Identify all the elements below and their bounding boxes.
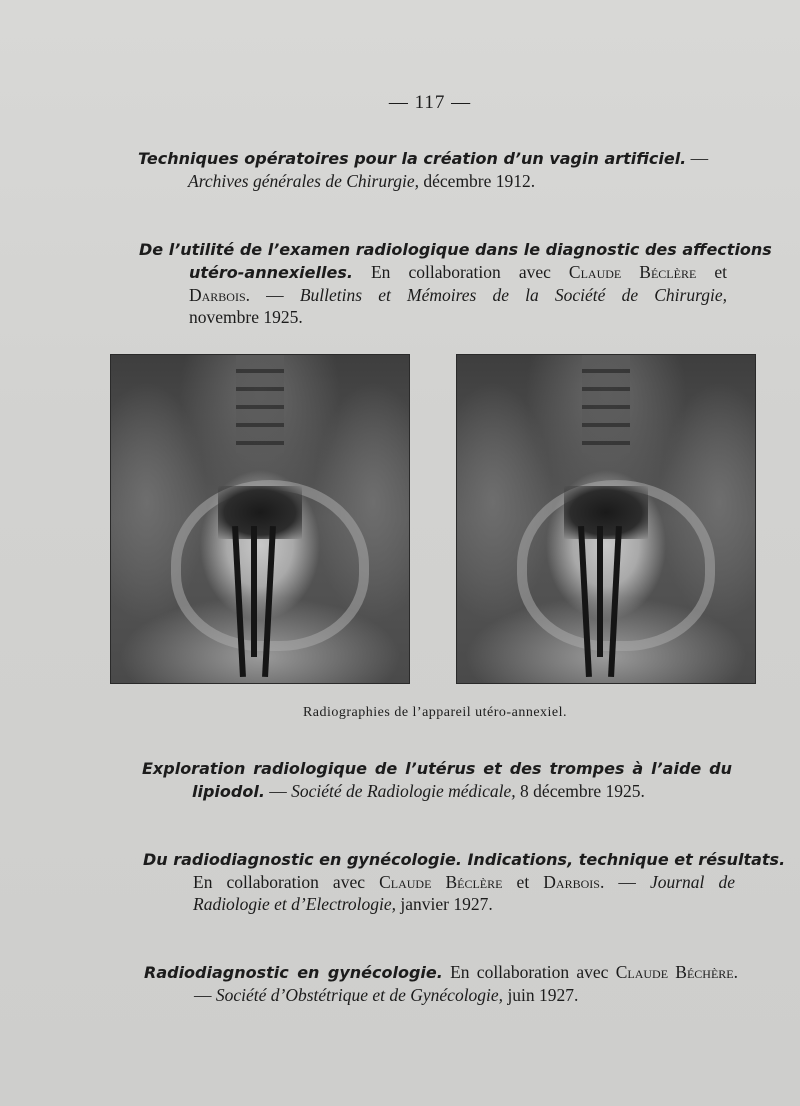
bibliography-entry	[138, 147, 728, 192]
collaborator-name: Darbois	[543, 872, 600, 892]
entry-title: Techniques opératoires pour la création d’un vagin artificiel.	[138, 149, 687, 168]
collaborator-name: Claude Béclère	[568, 262, 697, 282]
entry-date: juin 1927.	[503, 985, 579, 1005]
collaborator-name: Darbois	[189, 285, 246, 305]
bibliography-entry	[144, 961, 738, 1006]
entry-date: 8 décembre 1925.	[515, 781, 645, 801]
entry-collaboration: En collaboration avec	[193, 872, 380, 892]
entry-date: janvier 1927.	[395, 894, 493, 914]
entry-separator: —	[686, 148, 709, 168]
entry-title: Du radiodiagnostic en gynécologie. Indications, technique et résultats.	[143, 850, 786, 869]
entry-source: Société d’Obstétrique et de Gynécologie,	[215, 985, 504, 1005]
entry-collaboration: En collaboration avec	[442, 962, 616, 982]
entry-title-continued: lipiodol.	[192, 782, 265, 801]
entry-separator: —	[194, 985, 216, 1005]
entry-separator: —	[264, 781, 292, 801]
entry-source: Société de Radiologie médicale,	[291, 781, 516, 801]
entry-source-continued: Radiologie et d’Electrologie,	[193, 894, 396, 914]
radiograph-image-left	[110, 354, 410, 684]
conjunction: et	[696, 262, 727, 282]
entry-collaboration: En collaboration avec	[352, 262, 569, 282]
entry-separator: . —	[599, 872, 650, 892]
entry-title: De l’utilité de l’examen radiologique dans le diagnostic des affections	[139, 240, 772, 259]
page-number: — 117 —	[388, 92, 472, 113]
entry-title: Radiodiagnostic en gynécologie.	[144, 963, 443, 982]
entry-source: Journal de	[649, 872, 736, 892]
bibliography-entry	[143, 848, 786, 915]
entry-separator: . —	[245, 285, 300, 305]
conjunction: et	[502, 872, 544, 892]
collaborator-name: Claude Béchère	[615, 962, 734, 982]
figure-caption: Radiographies de l’appareil utéro-annexiel.	[302, 705, 568, 720]
bibliography-entry	[142, 757, 732, 803]
entry-title: Exploration radiologique de l’utérus et des trompes à l’aide du	[142, 759, 732, 778]
entry-title-continued: utéro-annexielles.	[189, 263, 353, 282]
entry-date: décembre 1912.	[419, 171, 536, 191]
entry-source: Archives générales de Chirurgie,	[188, 171, 420, 191]
entry-source: Bulletins et Mémoires de la Société de Chirurgie,	[299, 285, 728, 305]
entry-punctuation: .	[733, 962, 738, 982]
entry-date: novembre 1925.	[189, 307, 303, 327]
collaborator-name: Claude Béclère	[379, 872, 503, 892]
bibliography-entry	[139, 238, 772, 328]
radiograph-image-right	[456, 354, 756, 684]
